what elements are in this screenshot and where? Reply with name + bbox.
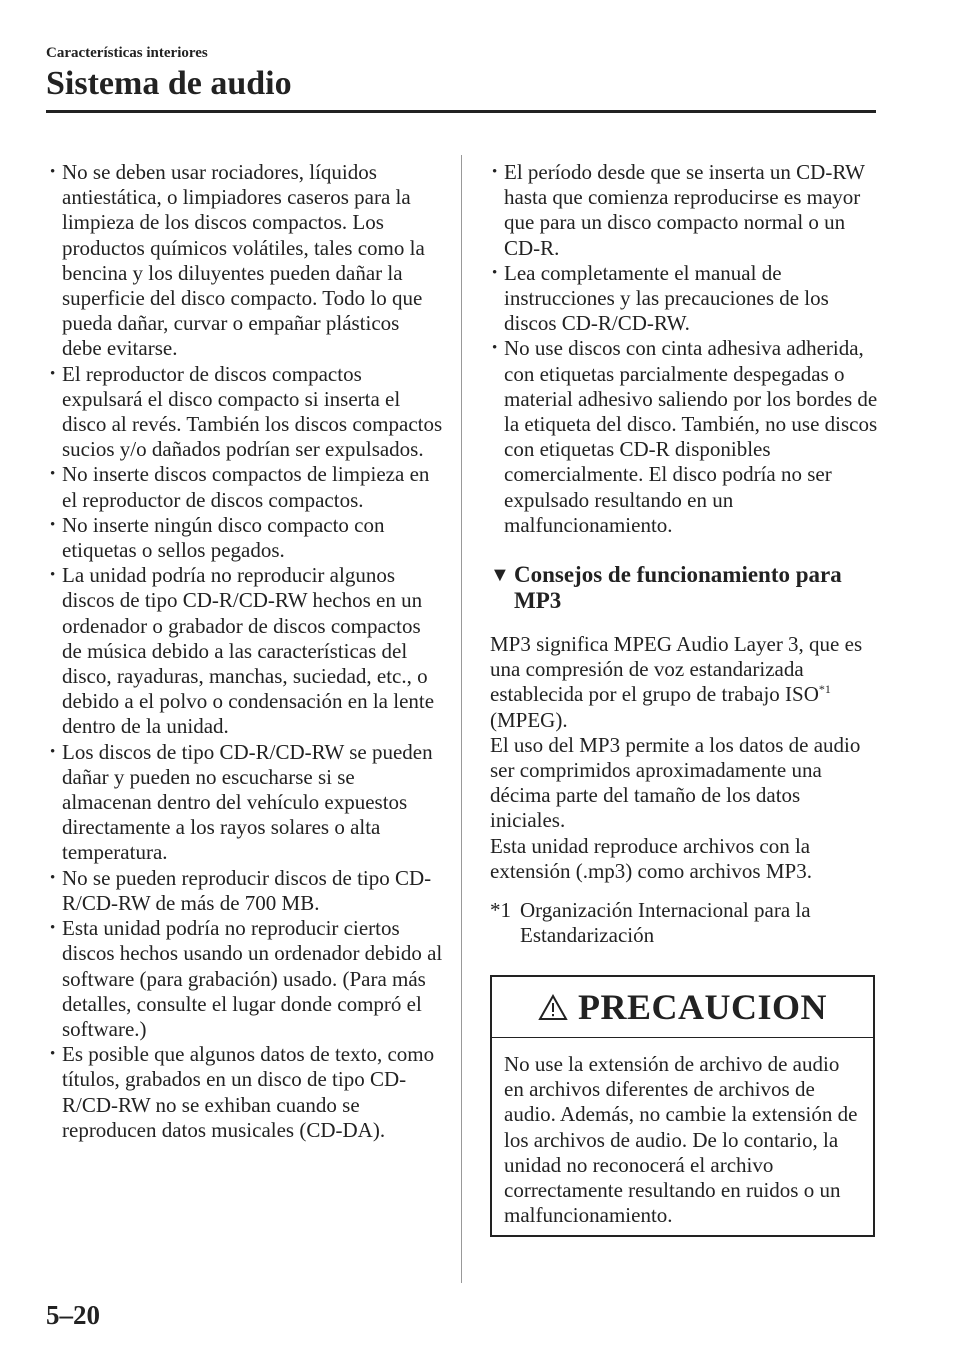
mp3-section-body — [490, 632, 880, 884]
mp3-paragraph-1-text: MP3 significa MPEG Audio Layer 3, que es una compresión de voz estandarizada establecida por el grupo de trabajo ISO — [490, 632, 863, 707]
mp3-paragraph-2: El uso del MP3 permite a los datos de audio ser comprimidos aproximadamente una décima parte del tamaño de los datos iniciales. — [490, 732, 861, 833]
caution-header — [492, 977, 873, 1038]
footnote-mark: *1 — [490, 898, 511, 923]
list-item: • No use discos con cinta adhesiva adherida, con etiquetas parcialmente despegadas o material adhesivo saliendo por los bordes de la etiqueta del disco. También, no use discos con etiquetas CD-R disponibles comercialmente. El disco podría no ser expulsado resultando en un malfuncionamiento. — [490, 336, 880, 538]
left-bullet-list — [48, 160, 443, 1143]
list-item: • Es posible que algunos datos de texto, como títulos, grabados en un disco de tipo CD-R/CD-RW no se exhiban cuando se reproducen datos musicales (CD-DA). — [48, 1042, 443, 1143]
page-number: 5–20 — [46, 1300, 100, 1330]
list-item: • No se pueden reproducir discos de tipo CD-R/CD-RW de más de 700 MB. — [48, 866, 443, 916]
page-header — [46, 44, 876, 104]
triangle-marker-icon: ▼ — [490, 564, 510, 587]
list-item: • No inserte discos compactos de limpieza en el reproductor de discos compactos. — [48, 462, 443, 512]
left-column — [48, 160, 443, 1143]
mp3-paragraph-1-end: (MPEG). — [490, 707, 568, 732]
mp3-heading-text: Consejos de funcionamiento para MP3 — [514, 562, 842, 614]
list-item: • El reproductor de discos compactos expulsará el disco compacto si inserta el disco al revés. También los discos compactos sucios y/o dañados podrían ser expulsados. — [48, 362, 443, 463]
warning-triangle-icon — [538, 994, 568, 1021]
caution-text: No use la extensión de archivo de audio en archivos diferentes de archivos de audio. Además, no cambie la extensión de los archivos de audio. De lo contario, la unidad no reconocerá el archivo correctamente resultando en ruidos o un malfuncionamiento. — [504, 1052, 858, 1228]
list-item: • La unidad podría no reproducir algunos discos de tipo CD-R/CD-RW hechos en un ordenador o grabador de discos compactos de música debido a las características del disco, rayaduras, manchas, suciedad, etc., o debido a el polvo o condensación en la lente dentro de la unidad. — [48, 563, 443, 739]
page-title: Sistema de audio — [46, 65, 292, 102]
list-item: • Esta unidad podría no reproducir ciertos discos hechos usando un ordenador debido al software (para grabación) usado. (Para más detalles, consulte el lugar donde compró el software.) — [48, 916, 443, 1042]
section-label: Características interiores — [46, 45, 208, 61]
list-item: • No se deben usar rociadores, líquidos antiestática, o limpiadores caseros para la limpieza de los discos compactos. Los productos químicos volátiles, tales como la bencina y los diluyentes pueden dañar la superficie del disco compacto. Todo lo que pueda dañar, curvar o empañar plásticos debe evitarse. — [48, 160, 443, 362]
footnote — [490, 898, 880, 948]
footnote-text: Organización Internacional para la Estandarización — [520, 898, 811, 948]
right-column — [490, 160, 880, 948]
list-item: • El período desde que se inserta un CD-RW hasta que comienza reproducirse es mayor que para un disco compacto normal o un CD-R. — [490, 160, 880, 261]
right-bullet-list — [490, 160, 880, 538]
mp3-section-heading — [490, 562, 880, 614]
footnote-reference: *1 — [818, 682, 831, 697]
caution-title: PRECAUCION — [577, 987, 827, 1027]
list-item: • Lea completamente el manual de instrucciones y las precauciones de los discos CD-R/CD-RW. — [490, 261, 880, 337]
mp3-paragraph-3: Esta unidad reproduce archivos con la extensión (.mp3) como archivos MP3. — [490, 833, 812, 883]
list-item: • No inserte ningún disco compacto con etiquetas o sellos pegados. — [48, 513, 443, 563]
caution-box — [490, 975, 875, 1237]
header-rule — [46, 110, 876, 113]
list-item: • Los discos de tipo CD-R/CD-RW se pueden dañar y pueden no escucharse si se almacenan dentro del vehículo expuestos directamente a los rayos solares o alta temperatura. — [48, 740, 443, 866]
mp3-paragraph-1 — [490, 632, 880, 733]
column-divider — [461, 155, 462, 1283]
